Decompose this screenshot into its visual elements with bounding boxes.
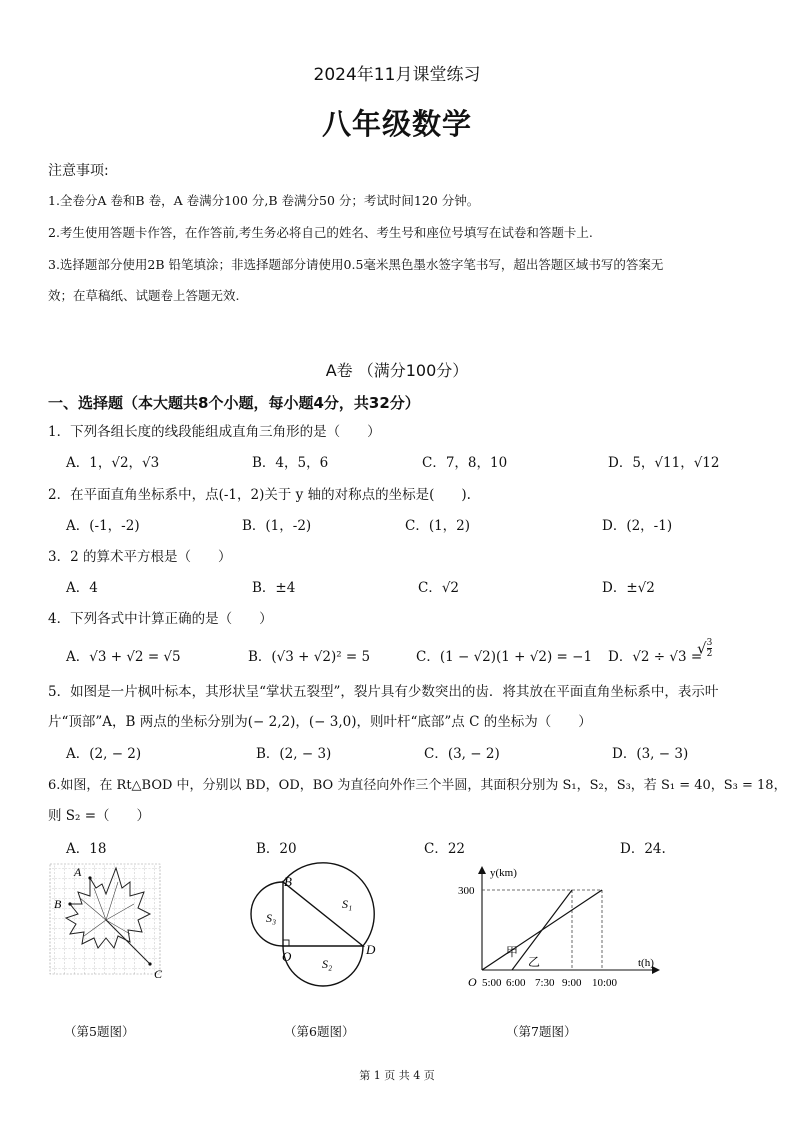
fraction-denominator: 2 <box>706 649 713 659</box>
y300-label: 300 <box>458 885 475 897</box>
q4-option-d-fraction: √ $\frac{3}{2}$ <box>697 638 713 659</box>
q6-line1: 6.如图，在 Rt△BOD 中，分别以 BD，OD，BO 为直径向外作三个半圆，其面积分别为 S₁，S₂，S₃，若 S₁ = 40，S₃ = 18， <box>48 778 787 793</box>
label-a: A <box>74 865 82 879</box>
section-a-heading: A卷 （满分100分） <box>325 361 469 380</box>
origin-label: O <box>468 975 477 989</box>
q1-option-d: D．5，√11，√12 <box>608 455 720 471</box>
note-2: 2.考生使用答题卡作答，在作答前,考生务必将自己的姓名、考生号和座位号填写在试卷和答题卡上. <box>48 225 593 240</box>
q2-stem: 2．在平面直角坐标系中，点(-1，2)关于 y 轴的对称点的坐标是( ). <box>48 487 471 503</box>
q3-stem: 3．2 的算术平方根是（ ） <box>48 549 232 565</box>
q1-option-b: B．4，5，6 <box>252 455 329 471</box>
right-angle-mark <box>283 940 289 946</box>
label-c: C <box>154 967 163 981</box>
y-axis-label: y(km) <box>490 867 517 879</box>
exam-subtitle: 2024年11月课堂练习 <box>313 65 481 85</box>
q5-option-c: C．(3, − 2) <box>424 746 500 762</box>
tick-730: 7:30 <box>535 977 555 989</box>
figure-6-caption: （第6题图） <box>284 1024 355 1039</box>
q2-option-d: D．(2，-1) <box>602 518 673 534</box>
figure-7-caption: （第7题图） <box>506 1024 577 1039</box>
tick-600: 6:00 <box>506 977 526 989</box>
x-axis-label: t(h) <box>638 957 654 969</box>
tick-1000: 10:00 <box>592 977 618 989</box>
q1-option-a: A．1，√2，√3 <box>66 455 160 471</box>
q6-option-d: D．24. <box>620 841 666 857</box>
q5-option-a: A．(2, − 2) <box>66 746 142 762</box>
q5-line1: 5．如图是一片枫叶标本，其形状呈“掌状五裂型”，裂片具有少数突出的齿．将其放在平面直角坐标系中，表示叶 <box>48 684 719 700</box>
part-one-heading: 一、选择题（本大题共8个小题，每小题4分，共32分） <box>48 394 420 412</box>
q5-line2: 片“顶部”A，B 两点的坐标分别为(− 2,2)，(− 3,0)，则叶杆“底部”点 C 的坐标为（ ） <box>48 714 592 730</box>
q1-option-c: C．7，8，10 <box>422 455 508 471</box>
note-3: 3.选择题部分使用2B 铅笔填涂；非选择题部分请使用0.5毫米黑色墨水签字笔书写，超出答题区域书写的答案无 <box>48 257 664 272</box>
q4-option-d: D．√2 ÷ √3 = <box>608 649 703 665</box>
q3-option-d: D．±√2 <box>602 580 655 596</box>
q4-option-b: B．(√3 + √2)² = 5 <box>248 649 371 665</box>
fraction-numerator: 3 <box>706 638 713 648</box>
label-o: O <box>282 949 292 964</box>
q6-option-c: C．22 <box>424 841 466 857</box>
point-a <box>88 876 91 879</box>
q4-stem: 4．下列各式中计算正确的是（ ） <box>48 611 273 627</box>
y-axis-arrow <box>478 866 486 874</box>
label-d: D <box>366 942 376 957</box>
q5-option-b: B．(2, − 3) <box>256 746 332 762</box>
point-c <box>148 962 151 965</box>
q1-stem: 1．下列各组长度的线段能组成直角三角形的是（ ） <box>48 424 381 440</box>
q3-option-b: B．±4 <box>252 580 296 596</box>
label-s2: S₂ <box>322 957 333 971</box>
q3-option-c: C．√2 <box>418 580 460 596</box>
q4-option-a: A．√3 + √2 = √5 <box>66 649 181 665</box>
figure-5-maple-leaf <box>44 858 174 983</box>
triangle-bod <box>283 882 363 946</box>
label-s3: S₃ <box>266 911 277 925</box>
label-b: B <box>54 897 62 911</box>
figure-6-semicircles <box>258 866 398 981</box>
note-1: 1.全卷分A 卷和B 卷，A 卷满分100 分,B 卷满分50 分；考试时间120 分钟。 <box>48 193 480 208</box>
q6-option-a: A．18 <box>66 841 107 857</box>
q3-option-a: A．4 <box>66 580 98 596</box>
label-b: B <box>284 874 292 889</box>
point-b <box>68 902 71 905</box>
note-4: 效；在草稿纸、试题卷上答题无效. <box>48 288 240 303</box>
label-jia: 甲 <box>506 945 519 959</box>
notes-title: 注意事项: <box>48 163 109 179</box>
exam-title: 八年级数学 <box>321 107 472 141</box>
q2-option-c: C．(1，2) <box>405 518 471 534</box>
tick-500: 5:00 <box>482 977 502 989</box>
label-s1: S₁ <box>342 897 353 911</box>
q6-line2: 则 S₂ =（ ） <box>48 808 151 824</box>
semicircle-s1 <box>283 863 374 946</box>
q2-option-a: A．(-1，-2) <box>66 518 140 534</box>
q4-option-c: C．(1 − √2)(1 + √2) = −1 <box>416 649 593 665</box>
q5-option-d: D．(3, − 3) <box>612 746 689 762</box>
label-yi: 乙 <box>528 955 541 969</box>
figure-7-distance-time-graph <box>458 860 662 990</box>
q2-option-b: B．(1，-2) <box>242 518 312 534</box>
figure-5-caption: （第5题图） <box>64 1024 135 1039</box>
page-footer: 第 1 页 共 4 页 <box>359 1069 435 1082</box>
q6-option-b: B．20 <box>256 841 297 857</box>
line-yi <box>512 890 572 970</box>
tick-900: 9:00 <box>562 977 582 989</box>
